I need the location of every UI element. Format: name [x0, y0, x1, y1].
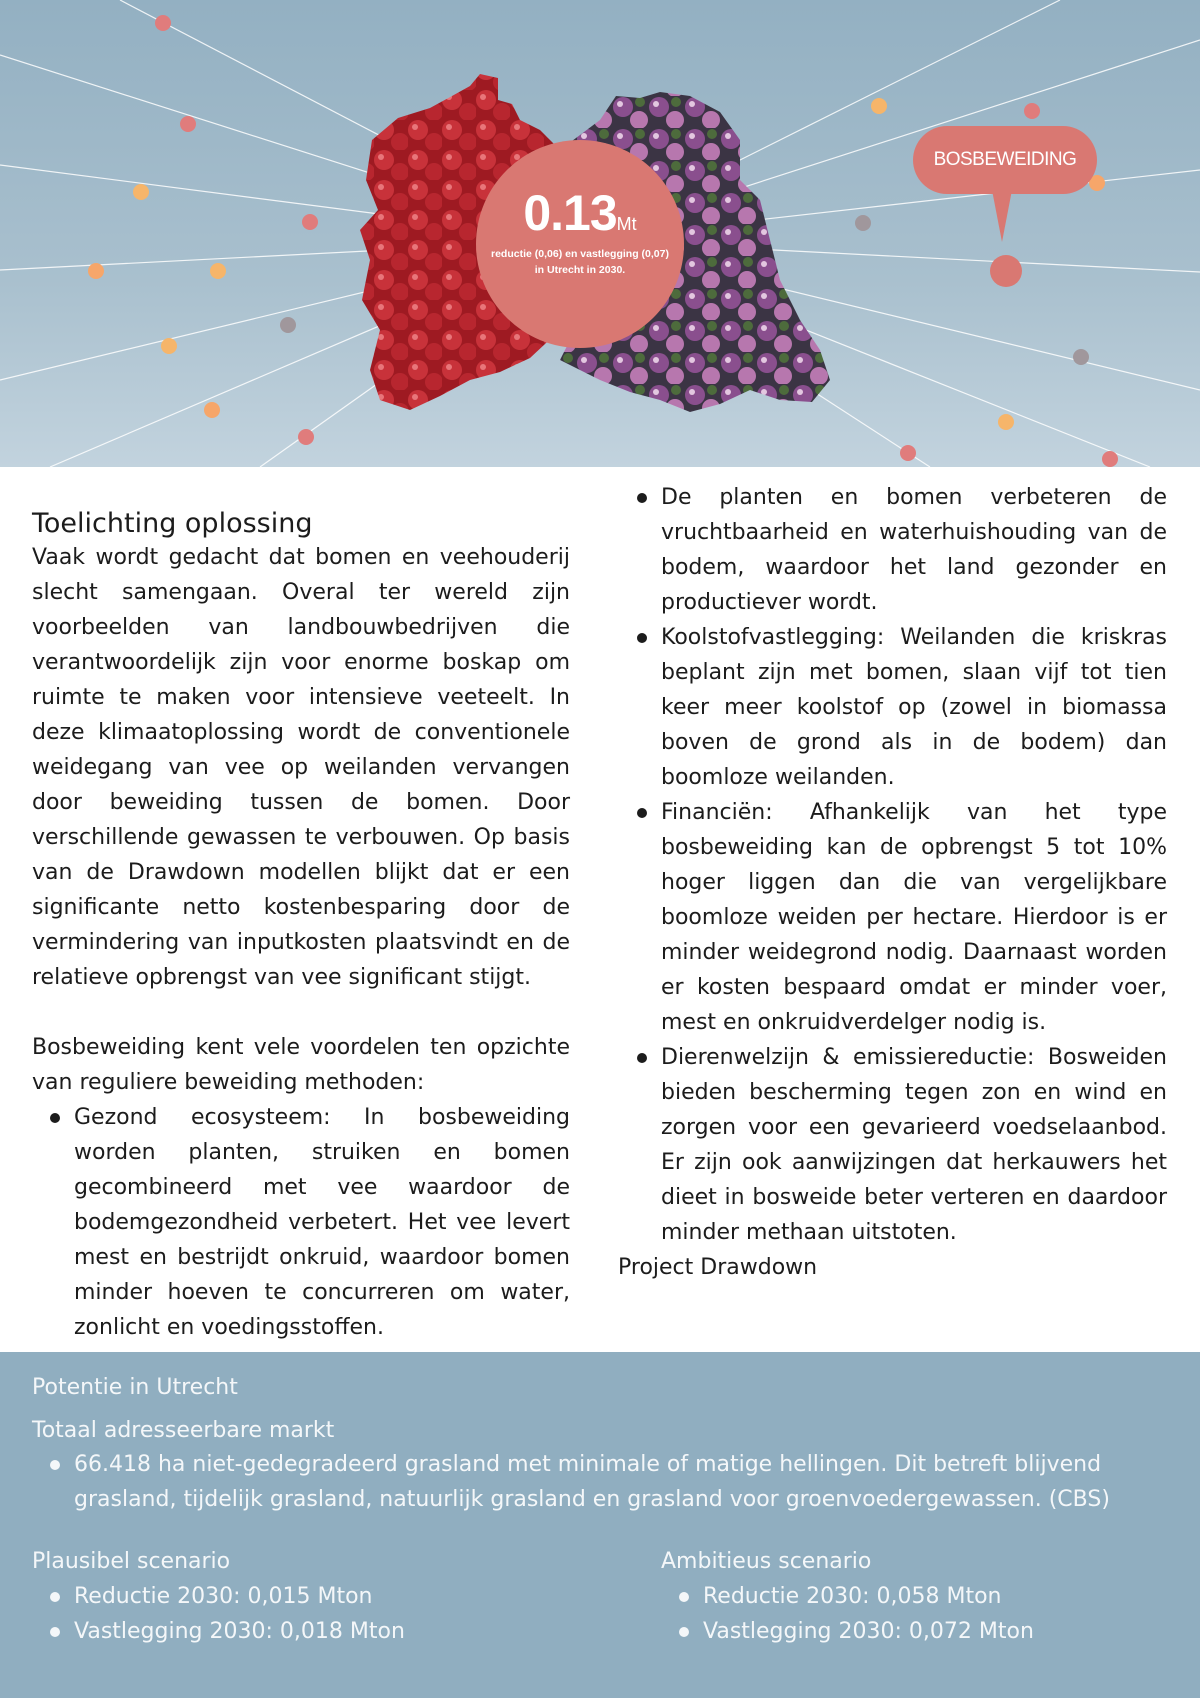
potential-section — [0, 1352, 1200, 1698]
scenario-list — [32, 1579, 592, 1649]
section-heading: Toelichting oplossing — [32, 508, 313, 539]
plausible-scenario — [32, 1544, 592, 1649]
benefits-list-right — [619, 480, 1167, 1250]
benefit-text: : Bosweiden bieden bescherming tegen zon en wind en zorgen voor een gevarieerd voedselaanbod. Er zijn ook aanwijzingen dat herkauwers het dieet in bosweide beter verteren en daardoor minder methaan uitstoten. — [661, 1045, 1167, 1245]
scenario-title: Plausibel scenario — [32, 1549, 231, 1574]
list-item: Vastlegging 2030: 0,018 Mton — [32, 1614, 592, 1649]
solution-tag: BOSBEWEIDING — [913, 126, 1097, 194]
market-list — [32, 1447, 1172, 1517]
potential-title: Potentie in Utrecht — [32, 1375, 238, 1400]
market-title: Totaal adresseerbare markt — [32, 1418, 335, 1443]
benefit-term: Gezond ecosysteem — [74, 1105, 324, 1130]
benefit-text: : Afhankelijk van het type bosbeweiding kan de opbrengst 5 tot 10% hoger liggen dan die van vergelijkbare boomloze weiden per hectare. Hierdoor is er minder weidegrond nodig. Daarnaast worden er kosten bespaard omdat er minder voer, mest en onkruidverdelger nodig is. — [661, 800, 1167, 1035]
source-credit: Project Drawdown — [618, 1255, 818, 1280]
list-item — [32, 1100, 570, 1345]
scenario-title: Ambitieus scenario — [661, 1549, 872, 1574]
reduction-stat-circle — [476, 140, 684, 348]
stat-value: 0.13Mt — [523, 185, 637, 241]
benefit-text: : Weilanden die kriskras beplant zijn met bomen, slaan vijf tot tien keer meer koolstof op (zowel in biomassa boven de grond als in de bodem) dan boomloze weilanden. — [661, 625, 1167, 790]
benefit-text: : In bosbeweiding worden planten, struiken en bomen gecombineerd met vee waardoor de bodemgezondheid verbetert. Het vee levert mest en bestrijdt onkruid, waardoor bomen minder hoeven te concurreren om water, zonlicht en voedingsstoffen. — [74, 1105, 570, 1340]
stat-unit: Mt — [616, 214, 637, 234]
list-item: Reductie 2030: 0,015 Mton — [32, 1579, 592, 1614]
list-item: Reductie 2030: 0,058 Mton — [661, 1579, 1181, 1614]
benefit-term: Dierenwelzijn & emissiereductie — [661, 1045, 1028, 1070]
right-column — [619, 480, 1167, 1285]
stat-description: reductie (0,06) en vastlegging (0,07) in Utrecht in 2030. — [491, 248, 669, 276]
list-item — [619, 620, 1167, 795]
tag-pointer-icon — [992, 190, 1012, 242]
list-item: Vastlegging 2030: 0,072 Mton — [661, 1614, 1181, 1649]
scenario-list — [661, 1579, 1181, 1649]
benefits-intro: Bosbeweiding kent vele voordelen ten opzichte van reguliere beweiding methoden: — [32, 1035, 570, 1095]
hero-banner — [0, 0, 1200, 467]
list-item — [619, 480, 1167, 620]
list-item: 66.418 ha niet-gedegradeerd grasland met minimale of matige hellingen. Dit betreft blijvend grasland, tijdelijk grasland, natuurlijk grasland en grasland voor groenvoedergewassen. (CBS) — [32, 1447, 1172, 1517]
benefits-list-left — [32, 1100, 570, 1345]
list-item — [619, 1040, 1167, 1250]
list-item — [619, 795, 1167, 1040]
left-column — [32, 506, 570, 1345]
ambitious-scenario — [661, 1544, 1181, 1649]
benefit-term: Financiën — [661, 800, 766, 825]
intro-paragraph: Vaak wordt gedacht dat bomen en veehouderij slecht samengaan. Overal ter wereld zijn voorbeelden van landbouwbedrijven die verantwoordelijk zijn voor enorme boskap om ruimte te maken voor intensieve veeteelt. In deze klimaatoplossing wordt de conventionele weidegang van vee op weilanden vervangen door beweiding tussen de bomen. Door verschillende gewassen te verbouwen. Op basis van de Drawdown modellen blijkt dat er een significante netto kostenbesparing door de vermindering van inputkosten plaatsvindt en de relatieve opbrengst van vee significant stijgt. — [32, 545, 570, 990]
benefit-term: Koolstofvastlegging — [661, 625, 877, 650]
benefit-text: De planten en bomen verbeteren de vruchtbaarheid en waterhuishouding van de bodem, waardoor het land gezonder en productiever wordt. — [661, 485, 1167, 615]
